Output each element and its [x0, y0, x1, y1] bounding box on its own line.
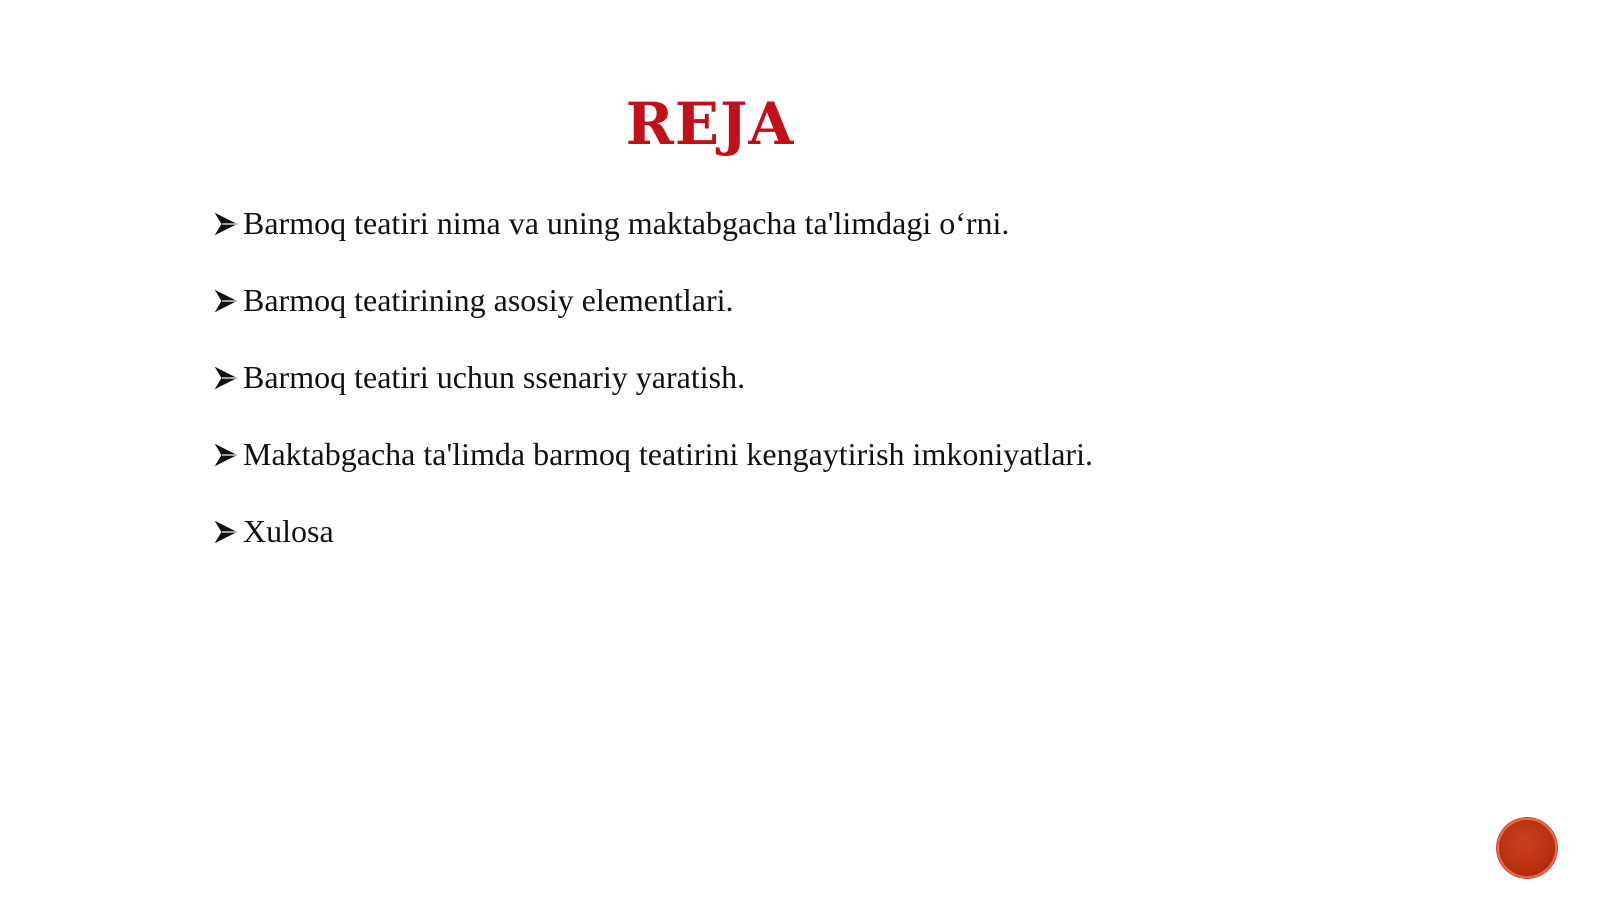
bullet-text: Barmoq teatiri uchun ssenariy yaratish.	[243, 359, 746, 395]
slide-title: REJA	[625, 90, 795, 158]
bullet-text: Barmoq teatirining asosiy elementlari.	[243, 282, 734, 318]
bullet-text: Barmoq teatiri nima va uning maktabgacha ta'limdagi o‘rni.	[243, 205, 1010, 241]
slide-number-badge	[1497, 818, 1557, 878]
bullet-text: Xulosa	[243, 513, 334, 549]
list-item	[214, 508, 1093, 585]
bullet-text: Maktabgacha ta'limda barmoq teatirini kengaytirish imkoniyatlari.	[243, 436, 1093, 472]
arrowhead-bullet-icon	[214, 518, 238, 546]
arrowhead-bullet-icon	[214, 210, 238, 238]
bullet-list	[214, 200, 1093, 585]
list-item	[214, 200, 1093, 277]
arrowhead-bullet-icon	[214, 364, 238, 392]
list-item	[214, 354, 1093, 431]
arrowhead-bullet-icon	[214, 441, 238, 469]
list-item	[214, 431, 1093, 508]
list-item	[214, 277, 1093, 354]
arrowhead-bullet-icon	[214, 287, 238, 315]
